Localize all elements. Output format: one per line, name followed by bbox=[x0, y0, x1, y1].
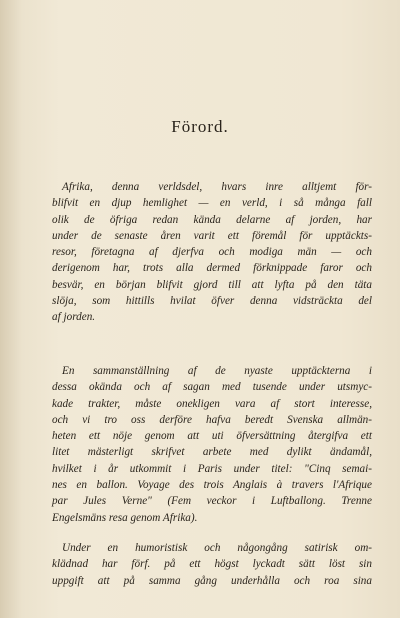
text-line: besvär, en början blifvit gjord till att lyfta på den täta bbox=[52, 278, 372, 291]
text-line: och vi tro oss derföre hafva beredt Svenska allmän- bbox=[52, 413, 372, 426]
paragraph-2 bbox=[52, 363, 372, 526]
text-line: blifvit en djup hemlighet — en verld, i så många fall bbox=[52, 197, 372, 210]
text-line: under de senaste åren varit ett föremål för upptäckts- bbox=[52, 229, 372, 242]
text-line: resor, företagna af djerfva och modiga män — och bbox=[52, 246, 372, 259]
text-line: Engelsmäns resa genom Afrika). bbox=[52, 511, 198, 524]
text-line: slöja, som hittills hvilat öfver denna vidsträckta del bbox=[52, 295, 372, 308]
text-line: olik de öfriga redan kända delarne af jorden, har bbox=[52, 213, 372, 226]
text-line: En sammanställning af de nyaste upptäckterna i bbox=[62, 365, 372, 377]
text-line: hvilket i år utkommit i Paris under titel: "Cinq semai- bbox=[52, 462, 372, 475]
text-line: Afrika, denna verldsdel, hvars inre alltjemt för- bbox=[62, 181, 372, 193]
text-line: af jorden. bbox=[52, 311, 96, 324]
text-line: derigenom har, trots alla dermed förknippade faror och bbox=[52, 262, 372, 275]
paragraph-1 bbox=[52, 179, 372, 326]
text-line: uppgift att på samma gång underhålla och roa sina bbox=[52, 574, 372, 587]
text-line: nes en ballon. Voyage des trois Anglais à travers l'Afrique bbox=[52, 479, 372, 492]
text-line: par Jules Verne" (Fem veckor i Luftballong. Trenne bbox=[52, 495, 372, 508]
text-line: litet mästerligt skrifvet arbete med dylikt ändamål, bbox=[52, 446, 372, 459]
text-line: Under en humoristisk och någongång satirisk om- bbox=[62, 542, 372, 554]
page-title: Förord. bbox=[171, 117, 229, 136]
paragraph-3 bbox=[52, 540, 372, 589]
text-line: klädnad har förf. på ett högst lyckadt sätt löst sin bbox=[52, 558, 372, 571]
text-line: dessa okända och af sagan med tusende under utsmyc- bbox=[52, 381, 372, 394]
text-line: kade trakter, måste onekligen vara af stort interesse, bbox=[52, 397, 372, 410]
text-line: heten ett nöje genom att uti öfversättning återgifva ett bbox=[52, 430, 372, 443]
